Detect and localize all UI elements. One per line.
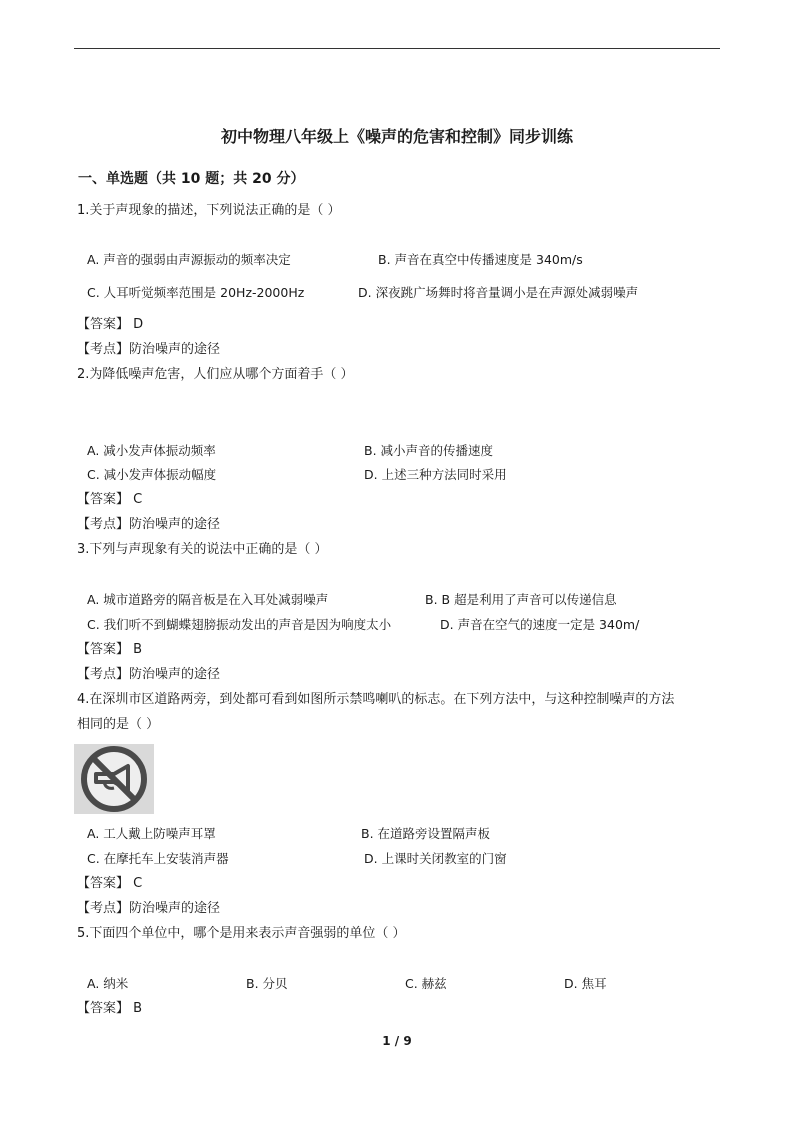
question-4-option-a: A. 工人戴上防噪声耳罩 <box>87 826 216 841</box>
question-1-answer: 【答案】 D <box>77 317 144 332</box>
question-5-answer: 【答案】 B <box>77 1001 143 1016</box>
question-2-stem: 2.为降低噪声危害，人们应从哪个方面着手（ ） <box>77 367 354 382</box>
question-4-answer: 【答案】 C <box>77 876 143 891</box>
question-3-option-a: A. 城市道路旁的隔音板是在入耳处减弱噪声 <box>87 592 329 607</box>
question-2-option-a: A. 减小发声体振动频率 <box>87 443 216 458</box>
question-3-answer: 【答案】 B <box>77 642 143 657</box>
question-3-option-b: B. B 超是利用了声音可以传递信息 <box>425 592 617 607</box>
header-rule <box>74 48 720 49</box>
question-4-option-b: B. 在道路旁设置隔声板 <box>361 826 491 841</box>
question-1-option-c: C. 人耳听觉频率范围是 20Hz-2000Hz <box>87 285 305 300</box>
question-4-stem-line-2: 相同的是（ ） <box>77 717 160 732</box>
question-4-stem-line-1: 4.在深圳市区道路两旁，到处都可看到如图所示禁鸣喇叭的标志。在下列方法中，与这种控制噪声的方法 <box>77 692 675 707</box>
question-5-option-c: C. 赫兹 <box>405 976 447 991</box>
document-title: 初中物理八年级上《噪声的危害和控制》同步训练 <box>220 127 573 146</box>
question-3-option-d: D. 声音在空气的速度一定是 340m/ <box>440 617 640 632</box>
question-1-stem: 1.关于声现象的描述，下列说法正确的是（ ） <box>77 203 341 218</box>
question-1-option-b: B. 声音在真空中传播速度是 340m/s <box>378 252 583 267</box>
question-5-option-a: A. 纳米 <box>87 976 129 991</box>
question-2-option-c: C. 减小发声体振动幅度 <box>87 467 217 482</box>
question-3-option-c: C. 我们听不到蝴蝶翅膀振动发出的声音是因为响度太小 <box>87 617 392 632</box>
question-1-option-d: D. 深夜跳广场舞时将音量调小是在声源处减弱噪声 <box>358 285 639 300</box>
question-5-option-b: B. 分贝 <box>246 976 288 991</box>
question-5-stem: 5.下面四个单位中，哪个是用来表示声音强弱的单位（ ） <box>77 926 406 941</box>
question-1-option-a: A. 声音的强弱由声源振动的频率决定 <box>87 252 291 267</box>
question-2-option-b: B. 减小声音的传播速度 <box>364 443 494 458</box>
question-1-knowledge-point: 【考点】防治噪声的途径 <box>77 342 221 357</box>
question-3-stem: 3.下列与声现象有关的说法中正确的是（ ） <box>77 542 328 557</box>
question-2-answer: 【答案】 C <box>77 492 143 507</box>
question-2-option-d: D. 上述三种方法同时采用 <box>364 467 507 482</box>
section-heading: 一、单选题（共 10 题；共 20 分） <box>78 171 305 187</box>
question-2-knowledge-point: 【考点】防治噪声的途径 <box>77 517 221 532</box>
no-horn-sign-icon <box>74 744 154 814</box>
question-4-knowledge-point: 【考点】防治噪声的途径 <box>77 901 221 916</box>
question-4-option-d: D. 上课时关闭教室的门窗 <box>364 851 507 866</box>
question-4-option-c: C. 在摩托车上安装消声器 <box>87 851 229 866</box>
page-number: 1 / 9 <box>382 1034 412 1048</box>
question-3-knowledge-point: 【考点】防治噪声的途径 <box>77 667 221 682</box>
question-5-option-d: D. 焦耳 <box>564 976 607 991</box>
